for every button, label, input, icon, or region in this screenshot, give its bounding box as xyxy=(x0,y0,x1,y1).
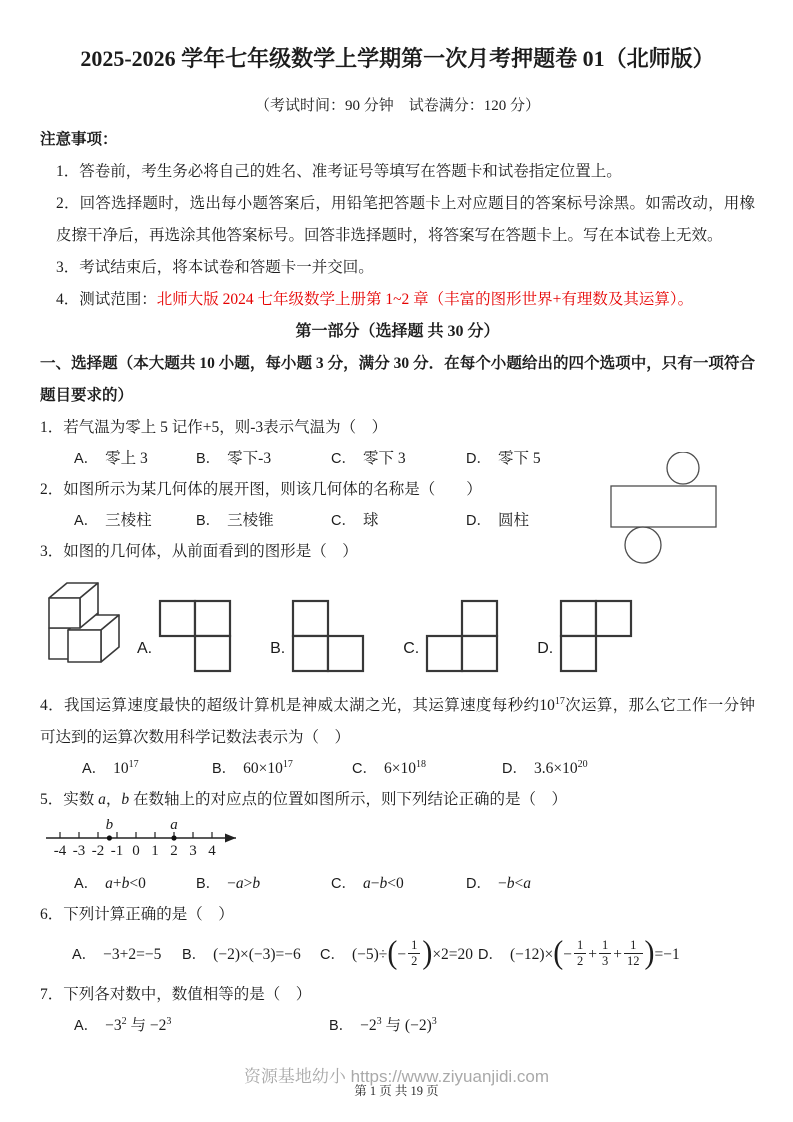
question-4-options xyxy=(40,754,755,784)
option: A． $-3^2$ 与 $-2^3$ xyxy=(74,1016,172,1035)
svg-text:-3: -3 xyxy=(72,843,86,860)
question-7-text: 7．下列各对数中，数值相等的是（ ） xyxy=(40,986,312,1004)
option: D． $3.6\times 10^{20}$ xyxy=(502,759,588,778)
shape-option-figure-d xyxy=(559,599,633,678)
option: B． (−2)×(−3)=−6 xyxy=(182,946,301,964)
svg-text:4: 4 xyxy=(208,843,216,860)
option: C． (−5)÷(− $\frac{1}{2}$ )×2=20 xyxy=(320,934,474,971)
option: A． −3+2=−5 xyxy=(72,946,162,964)
svg-text:-1: -1 xyxy=(110,843,124,860)
question-1-text: 1．若气温为零上 5 记作+5，则-3表示气温为（ ） xyxy=(40,419,388,436)
option: A． a+b<0 xyxy=(74,875,146,893)
svg-text:-2: -2 xyxy=(91,843,105,860)
page-number: 第 1 页 共 19 页 xyxy=(354,1084,439,1098)
svg-text:b: b xyxy=(105,818,114,834)
svg-text:0: 0 xyxy=(132,843,140,860)
notice-item-4 xyxy=(56,284,755,316)
cube-stack-figure xyxy=(30,574,125,684)
svg-text:2: 2 xyxy=(170,843,178,860)
question-5-text: 5．实数 a，b 在数轴上的对应点的位置如图所示，则下列结论正确的是（ ） xyxy=(40,791,568,809)
test-scope-highlight: 北师大版 2024 七年级数学上册第 1~2 章（丰富的图形世界+有理数及其运算）。 xyxy=(156,291,694,308)
option: C． $6\times 10^{18}$ xyxy=(352,759,426,778)
option-label: D. xyxy=(537,640,554,657)
question-6-options xyxy=(40,931,755,979)
part-heading: 第一部分（选择题 共 30 分） xyxy=(295,323,500,340)
option: D． 零下 5 xyxy=(466,450,541,467)
number-line-figure xyxy=(40,818,755,869)
option: B． 零下-3 xyxy=(196,450,272,467)
svg-text:a: a xyxy=(170,818,178,834)
notice-item-2: 2．回答选择题时，选出每小题答案后，用铅笔把答题卡上对应题目的答案标号涂黑。如需改动，用橡皮擦干净后，再选涂其他答案标号。回答非选择题时，将答案写在答题卡上。写在本试卷上无效。 xyxy=(56,195,755,244)
variable-b: b xyxy=(121,791,130,809)
option: B． $60\times 10^{17}$ xyxy=(212,759,293,778)
notice-item-1: 1．答卷前，考生务必将自己的姓名、准考证号等填写在答题卡和试卷指定位置上。 xyxy=(56,163,622,180)
svg-text:-4: -4 xyxy=(53,843,67,860)
option-label: C. xyxy=(403,640,420,657)
notice-item-3: 3．考试结束后，将本试卷和答题卡一并交回。 xyxy=(56,259,374,276)
option-label: B. xyxy=(270,640,286,657)
notice-heading: 注意事项： xyxy=(40,131,118,148)
question-3-figures xyxy=(30,572,755,684)
option: A． 零上 3 xyxy=(74,450,148,467)
test-scope-prefix: 4．测试范围： xyxy=(56,291,157,308)
question-7-options xyxy=(40,1011,755,1041)
option: B． 三棱锥 xyxy=(196,512,274,529)
option: D． −b<a xyxy=(466,875,531,893)
option: A． $10^{17}$ xyxy=(82,759,139,778)
question-4-text: 4．我国运算速度最快的超级计算机是神威太湖之光，其运算速度每秒约$10^{17}$次运算，那么它工作一分钟可达到的运算次数用科学记数法表示为（ ） xyxy=(40,696,755,747)
option: C． 球 xyxy=(331,512,379,529)
option: C． a−b<0 xyxy=(331,875,404,893)
page-title: 2025-2026 学年七年级数学上学期第一次月考押题卷 01（北师版） xyxy=(80,46,715,71)
option: D． 圆柱 xyxy=(466,512,529,529)
question-2-text: 2．如图所示为某几何体的展开图，则该几何体的名称是（ ） xyxy=(40,481,482,498)
shape-option-figure-b xyxy=(291,599,365,678)
option: C． 零下 3 xyxy=(331,450,406,467)
option-label: A. xyxy=(137,640,153,657)
option: A． 三棱柱 xyxy=(74,512,152,529)
option: B． −a>b xyxy=(196,875,261,893)
cylinder-net-figure xyxy=(598,452,728,567)
exam-info: （考试时间：90 分钟 试卷满分：120 分） xyxy=(254,98,540,114)
shape-option-figure-c xyxy=(425,599,499,678)
exponent: 17 xyxy=(554,696,565,707)
option: D． (−12)×(− $\frac{1}{2}$ + $\frac{1}{3}$ + $\frac{1}{12}$ )=−1 xyxy=(478,934,680,971)
question-5-options xyxy=(40,869,755,899)
watermark: 资源基地幼小 https://www.ziyuanjidi.com xyxy=(243,1067,550,1086)
svg-text:3: 3 xyxy=(189,843,197,860)
svg-text:1: 1 xyxy=(151,843,159,860)
question-3-text: 3．如图的几何体，从前面看到的图形是（ ） xyxy=(40,543,358,560)
variable-a: a xyxy=(98,791,106,809)
section-intro: 一、选择题（本大题共 10 小题，每小题 3 分，满分 30 分．在每个小题给出的四个选项中，只有一项符合题目要求的） xyxy=(40,355,755,404)
shape-option-figure-a xyxy=(158,599,232,678)
question-6-text: 6．下列计算正确的是（ ） xyxy=(40,906,234,924)
option: B． $-2^3$ 与 $(-2)^3$ xyxy=(329,1016,437,1035)
